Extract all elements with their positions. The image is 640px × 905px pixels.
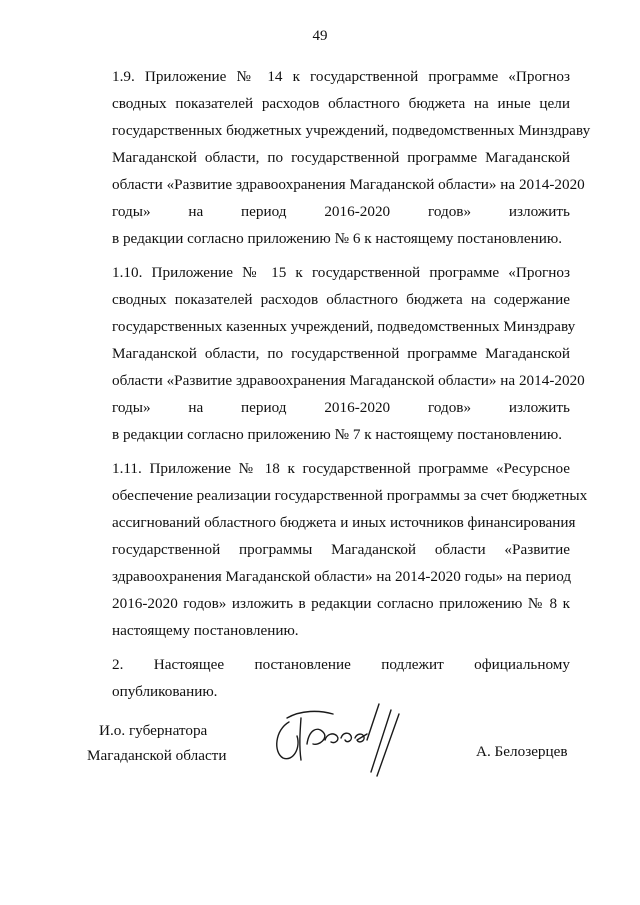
text-line: области «Развитие здравоохранения Магаданской области» на 2014-2020 bbox=[112, 176, 585, 193]
text-line: годы» на период 2016-2020 годов» изложить bbox=[112, 203, 570, 220]
text-line: 1.9. Приложение № 14 к государственной программе «Прогноз bbox=[112, 68, 570, 85]
page-number: 49 bbox=[312, 28, 328, 44]
text-line: Магаданской области, по государственной программе Магаданской bbox=[112, 345, 570, 362]
text-line: годы» на период 2016-2020 годов» изложить bbox=[112, 399, 570, 416]
text-line: в редакции согласно приложению № 7 к настоящему постановлению. bbox=[112, 426, 563, 443]
signature-block bbox=[0, 718, 640, 808]
text-line: в редакции согласно приложению № 6 к настоящему постановлению. bbox=[112, 230, 563, 247]
paragraph-1-11 bbox=[87, 455, 588, 644]
document-body bbox=[87, 63, 591, 712]
text-line: 1.10. Приложение № 15 к государственной программе «Прогноз bbox=[112, 264, 570, 281]
text-line: 1.11. Приложение № 18 к государственной программе «Ресурсное bbox=[112, 460, 570, 477]
signatory-title-line: И.о. губернатора bbox=[99, 722, 208, 739]
signatory-title-line: Магаданской области bbox=[87, 747, 227, 764]
signatory-title bbox=[87, 718, 226, 768]
text-line: государственных бюджетных учреждений, подведомственных Минздраву bbox=[112, 122, 591, 139]
text-line: опубликованию. bbox=[112, 683, 218, 700]
text-line: 2. Настоящее постановление подлежит официальному bbox=[112, 656, 570, 673]
handwritten-signature bbox=[267, 700, 407, 780]
text-line: ассигнований областного бюджета и иных источников финансирования bbox=[112, 514, 576, 531]
signatory-name: А. Белозерцев bbox=[476, 743, 568, 760]
text-line: государственной программы Магаданской области «Развитие bbox=[112, 541, 570, 558]
text-line: государственных казенных учреждений, подведомственных Минздраву bbox=[112, 318, 576, 335]
paragraph-1-9 bbox=[87, 63, 591, 252]
text-line: сводных показателей расходов областного бюджета на содержание bbox=[112, 291, 570, 308]
text-line: сводных показателей расходов областного бюджета на иные цели bbox=[112, 95, 570, 112]
text-line: области «Развитие здравоохранения Магаданской области» на 2014-2020 bbox=[112, 372, 585, 389]
text-line: обеспечение реализации государственной программы за счет бюджетных bbox=[112, 487, 588, 504]
text-line: Магаданской области, по государственной программе Магаданской bbox=[112, 149, 570, 166]
text-line: настоящему постановлению. bbox=[112, 622, 299, 639]
paragraph-2 bbox=[87, 651, 570, 705]
paragraph-1-10 bbox=[87, 259, 585, 448]
text-line: здравоохранения Магаданской области» на 2014-2020 годы» на период bbox=[112, 568, 572, 585]
text-line: 2016-2020 годов» изложить в редакции согласно приложению № 8 к bbox=[112, 595, 570, 612]
